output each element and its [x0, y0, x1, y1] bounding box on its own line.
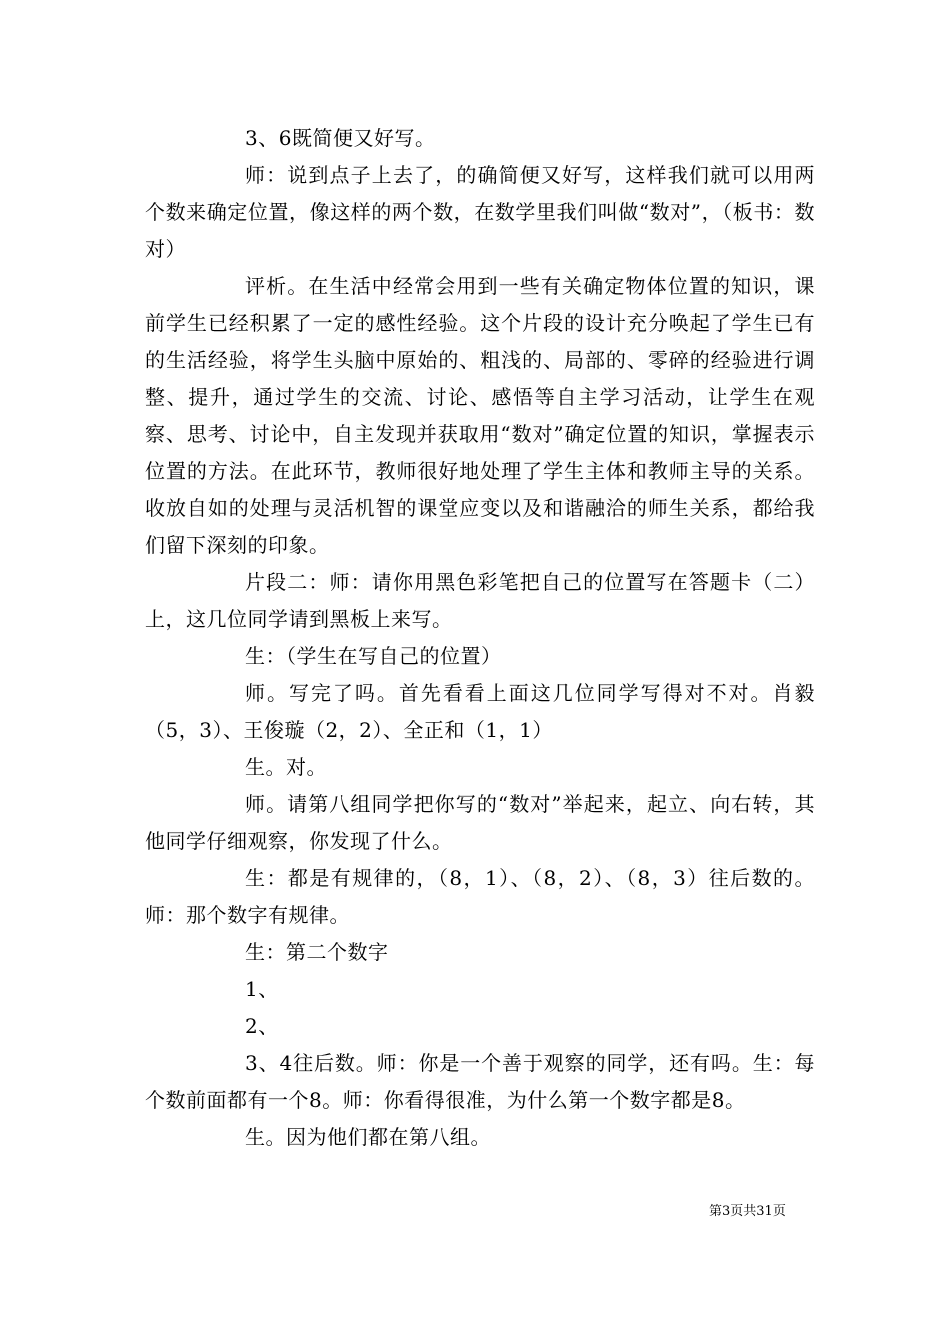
paragraph: 师。请第八组同学把你写的“数对”举起来，起立、向右转，其他同学仔细观察，你发现了什么。 — [145, 792, 815, 853]
paragraph: 1、 — [245, 977, 279, 1001]
paragraph: 生：都是有规律的，（8，1）、（8，2）、（8，3）往后数的。师：那个数字有规律。 — [145, 866, 815, 927]
paragraph: 2、 — [245, 1014, 279, 1038]
paragraph: 生。对。 — [245, 755, 327, 779]
paragraph: 生：第二个数字 — [245, 940, 389, 964]
paragraph: 3、4往后数。师：你是一个善于观察的同学，还有吗。生：每个数前面都有一个8。师：你看得很准，为什么第一个数字都是8。 — [145, 1051, 815, 1112]
page-number: 第3页共31页 — [709, 1204, 786, 1219]
paragraph: 评析。在生活中经常会用到一些有关确定物体位置的知识，课前学生已经积累了一定的感性经验。这个片段的设计充分唤起了学生已有的生活经验，将学生头脑中原始的、粗浅的、局部的、零碎的经验进行调整、提升，通过学生的交流、讨论、感悟等自主学习活动，让学生在观察、思考、讨论中，自主发现并获取用“数对”确定位置的知识，掌握表示位置的方法。在此环节，教师很好地处理了学生主体和教师主导的关系。收放自如的处理与灵活机智的课堂应变以及和谐融洽的师生关系，都给我们留下深刻的印象。 — [145, 274, 815, 557]
paragraph: 师：说到点子上去了，的确简便又好写，这样我们就可以用两个数来确定位置，像这样的两个数，在数学里我们叫做“数对”，（板书：数对） — [145, 163, 815, 261]
paragraph: 生。因为他们都在第八组。 — [245, 1125, 491, 1149]
paragraph: 师。写完了吗。首先看看上面这几位同学写得对不对。肖毅（5，3）、王俊璇（2，2）、全正和（1，1） — [145, 681, 815, 742]
paragraph: 3、6既简便又好写。 — [245, 126, 436, 150]
document-body — [145, 120, 815, 1156]
paragraph: 片段二：师：请你用黑色彩笔把自己的位置写在答题卡（二）上，这几位同学请到黑板上来写。 — [145, 570, 815, 631]
paragraph: 生：（学生在写自己的位置） — [245, 644, 502, 668]
